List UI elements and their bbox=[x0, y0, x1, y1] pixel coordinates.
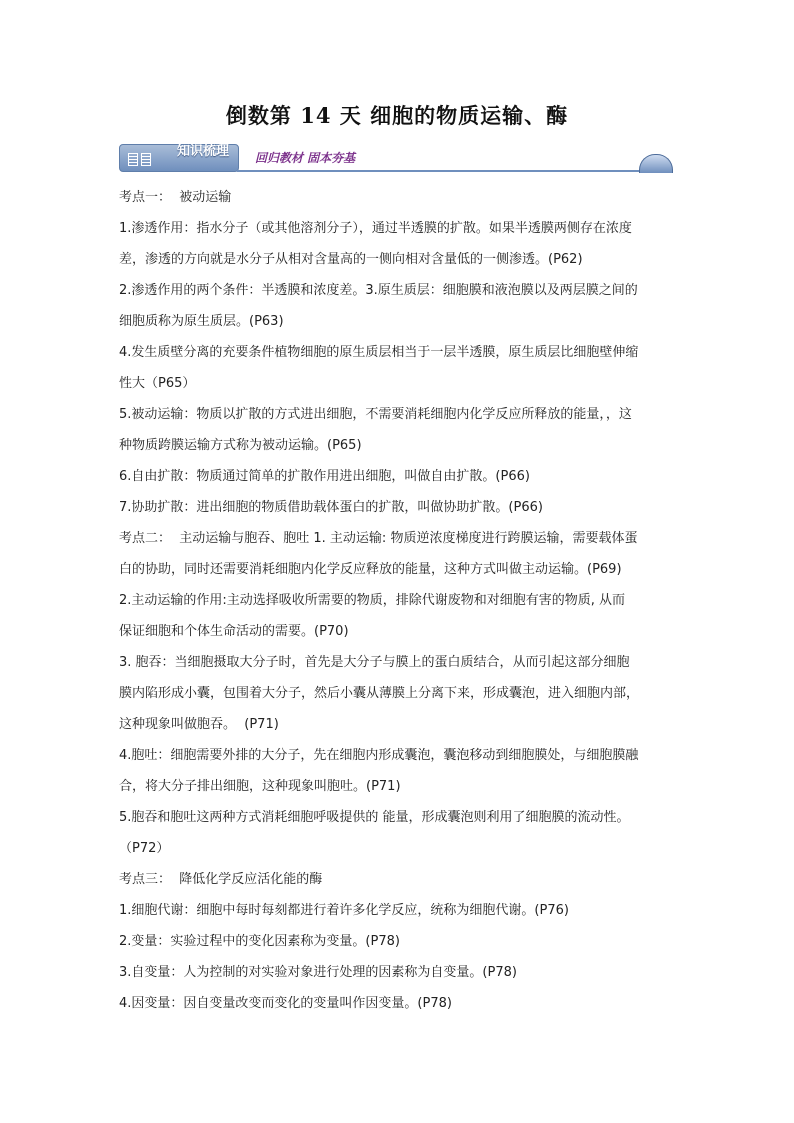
text-line: 4.胞吐：细胞需要外排的大分子，先在细胞内形成囊泡，囊泡移动到细胞膜处，与细胞膜融 bbox=[119, 748, 639, 763]
text-line: 性大（P65） bbox=[119, 376, 196, 391]
text-line: 膜内陷形成小囊，包围着大分子，然后小囊从薄膜上分离下来，形成囊泡，进入细胞内部， bbox=[119, 686, 640, 701]
page-title: 倒数第 14 天 细胞的物质运输、酶 bbox=[225, 103, 569, 128]
text-line: 3.自变量：人为控制的对实验对象进行处理的因素称为自变量。(P78) bbox=[119, 965, 517, 980]
text-line: 细胞质称为原生质层。(P63) bbox=[119, 314, 284, 329]
text-line: 2.变量：实验过程中的变化因素称为变量。(P78) bbox=[119, 934, 400, 949]
banner-label: 知识梳理 bbox=[177, 144, 230, 159]
dome-icon bbox=[639, 154, 673, 173]
text-line: 白的协助，同时还需要消耗细胞内化学反应释放的能量，这种方式叫做主动运输。(P69) bbox=[119, 562, 622, 577]
text-line: 这种现象叫做胞吞。 (P71) bbox=[119, 717, 279, 732]
text-line: 1.细胞代谢：细胞中每时每刻都进行着许多化学反应，统称为细胞代谢。(P76) bbox=[119, 903, 569, 918]
text-line: 3. 胞吞：当细胞摄取大分子时，首先是大分子与膜上的蛋白质结合，从而引起这部分细胞 bbox=[119, 655, 630, 670]
section-banner bbox=[119, 140, 679, 176]
text-line: 差，渗透的方向就是水分子从相对含量高的一侧向相对含量低的一侧渗透。(P62) bbox=[119, 252, 583, 267]
text-line: 4.因变量：因自变量改变而变化的变量叫作因变量。(P78) bbox=[119, 996, 452, 1011]
text-line: 7.协助扩散：进出细胞的物质借助载体蛋白的扩散，叫做协助扩散。(P66) bbox=[119, 500, 543, 515]
section-heading: 考点二： 主动运输与胞吞、胞吐 1. 主动运输: 物质逆浓度梯度进行跨膜运输，需要载体蛋 bbox=[119, 531, 638, 546]
banner-divider bbox=[237, 170, 661, 172]
text-line: 1.渗透作用：指水分子（或其他溶剂分子），通过半透膜的扩散。如果半透膜两侧存在浓度 bbox=[119, 221, 632, 236]
text-line: 5.被动运输：物质以扩散的方式进出细胞，不需要消耗细胞内化学反应所释放的能量，，这 bbox=[119, 407, 632, 422]
text-line: 2.主动运输的作用:主动选择吸收所需要的物质，排除代谢废物和对细胞有害的物质, 从而 bbox=[119, 593, 626, 608]
text-line: （P72） bbox=[119, 841, 170, 856]
text-line: 合，将大分子排出细胞，这种现象叫胞吐。(P71) bbox=[119, 779, 401, 794]
banner-subtitle: 回归教材 固本夯基 bbox=[255, 151, 356, 165]
section-heading: 考点三： 降低化学反应活化能的酶 bbox=[119, 872, 323, 887]
document-icon bbox=[128, 151, 156, 165]
section-heading: 考点一： 被动运输 bbox=[119, 190, 232, 205]
document-body bbox=[119, 182, 679, 1019]
text-line: 保证细胞和个体生命活动的需要。(P70) bbox=[119, 624, 349, 639]
text-line: 4.发生质壁分离的充要条件植物细胞的原生质层相当于一层半透膜，原生质层比细胞壁伸缩 bbox=[119, 345, 639, 360]
text-line: 6.自由扩散：物质通过简单的扩散作用进出细胞，叫做自由扩散。(P66) bbox=[119, 469, 530, 484]
text-line: 种物质跨膜运输方式称为被动运输。(P65) bbox=[119, 438, 362, 453]
text-line: 5.胞吞和胞吐这两种方式消耗细胞呼吸提供的 能量，形成囊泡则利用了细胞膜的流动性。 bbox=[119, 810, 630, 825]
text-line: 2.渗透作用的两个条件：半透膜和浓度差。3.原生质层：细胞膜和液泡膜以及两层膜之间的 bbox=[119, 283, 638, 298]
